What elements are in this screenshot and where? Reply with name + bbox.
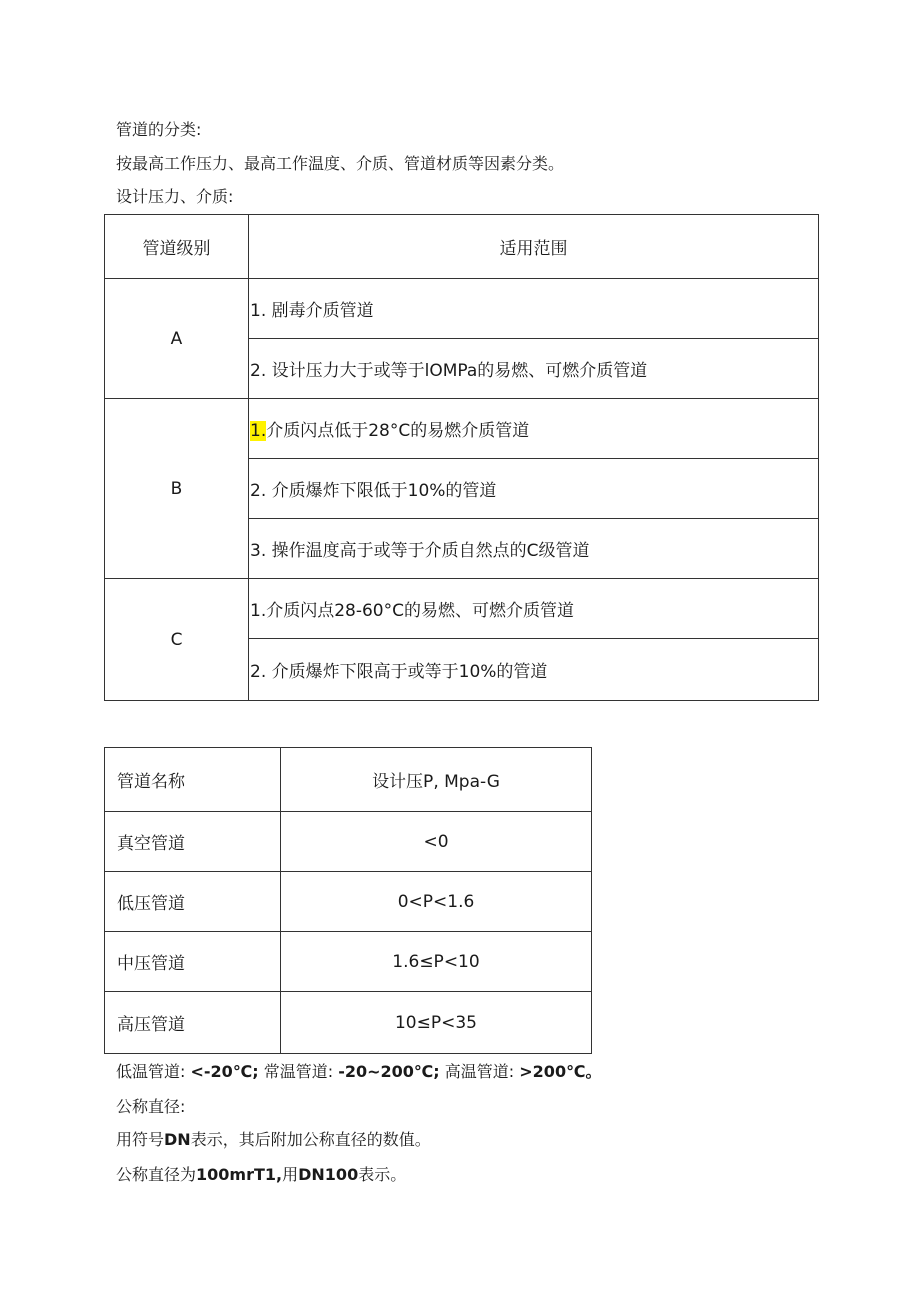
grade-c-item-1: 1.介质闪点28-60°C的易燃、可燃介质管道 [249, 579, 819, 639]
highlight-number: 1. [250, 421, 267, 441]
high-temp-label: 高温管道: [444, 1062, 515, 1081]
pipe-pressure: 1.6≤P<10 [281, 932, 592, 992]
pipe-pressure: 10≤P<35 [281, 992, 592, 1054]
pressure-table [104, 747, 592, 1054]
grade-b-item-2: 2. 介质爆炸下限低于10%的管道 [249, 459, 819, 519]
intro-line-3: 设计压力、介质: [116, 187, 234, 206]
dn-symbol: DN [164, 1130, 191, 1149]
pipe-name: 真空管道 [105, 812, 281, 872]
dn-line-2 [116, 1165, 406, 1185]
grade-table-header [105, 215, 819, 279]
grade-a-item-1: 1. 剧毒介质管道 [249, 279, 819, 339]
grade-b: B [105, 399, 249, 579]
dn-text: 表示，其后附加公称直径的数值。 [190, 1130, 431, 1149]
dn-text: 公称直径为 [116, 1165, 197, 1184]
table-row [105, 932, 592, 992]
grade-c: C [105, 579, 249, 701]
dn-line-1 [116, 1130, 431, 1150]
table-row [105, 279, 819, 339]
grade-c-item-2: 2. 介质爆炸下限高于或等于10%的管道 [249, 639, 819, 701]
header-pressure: 设计压P, Mpa-G [281, 748, 592, 812]
pressure-table-header [105, 748, 592, 812]
table-row [105, 399, 819, 459]
grade-a: A [105, 279, 249, 399]
dn-symbol: DN100 [298, 1165, 359, 1184]
grade-b-item-3: 3. 操作温度高于或等于介质自然点的C级管道 [249, 519, 819, 579]
dn-size: 100mrT1, [196, 1165, 283, 1184]
intro-line-1: 管道的分类: [116, 120, 202, 139]
temperature-line [116, 1062, 601, 1082]
intro-line-2: 按最高工作压力、最高工作温度、介质、管道材质等因素分类。 [116, 154, 565, 173]
table-row [105, 992, 592, 1054]
pipe-name: 低压管道 [105, 872, 281, 932]
grade-b-item-1-text: 介质闪点低于28°C的易燃介质管道 [266, 421, 530, 441]
low-temp-label: 低温管道: [116, 1062, 186, 1081]
table-row [105, 872, 592, 932]
pipe-name: 高压管道 [105, 992, 281, 1054]
pipe-pressure: 0<P<1.6 [281, 872, 592, 932]
low-temp-value: <-20℃; [190, 1062, 259, 1081]
table-row [105, 812, 592, 872]
header-name: 管道名称 [105, 748, 281, 812]
table-row [105, 579, 819, 639]
grade-table [104, 214, 819, 701]
pipe-pressure: <0 [281, 812, 592, 872]
grade-b-item-1 [249, 399, 819, 459]
header-grade: 管道级别 [105, 215, 249, 279]
normal-temp-label: 常温管道: [263, 1062, 334, 1081]
dn-title: 公称直径: [116, 1097, 186, 1116]
normal-temp-value: -20~200℃; [338, 1062, 440, 1081]
dn-text: 用 [282, 1165, 299, 1184]
pipe-name: 中压管道 [105, 932, 281, 992]
dn-text: 表示。 [358, 1165, 407, 1184]
grade-a-item-2: 2. 设计压力大于或等于lOMPa的易燃、可燃介质管道 [249, 339, 819, 399]
header-scope: 适用范围 [249, 215, 819, 279]
dn-text: 用符号 [116, 1130, 165, 1149]
high-temp-value: >200℃。 [519, 1062, 602, 1081]
